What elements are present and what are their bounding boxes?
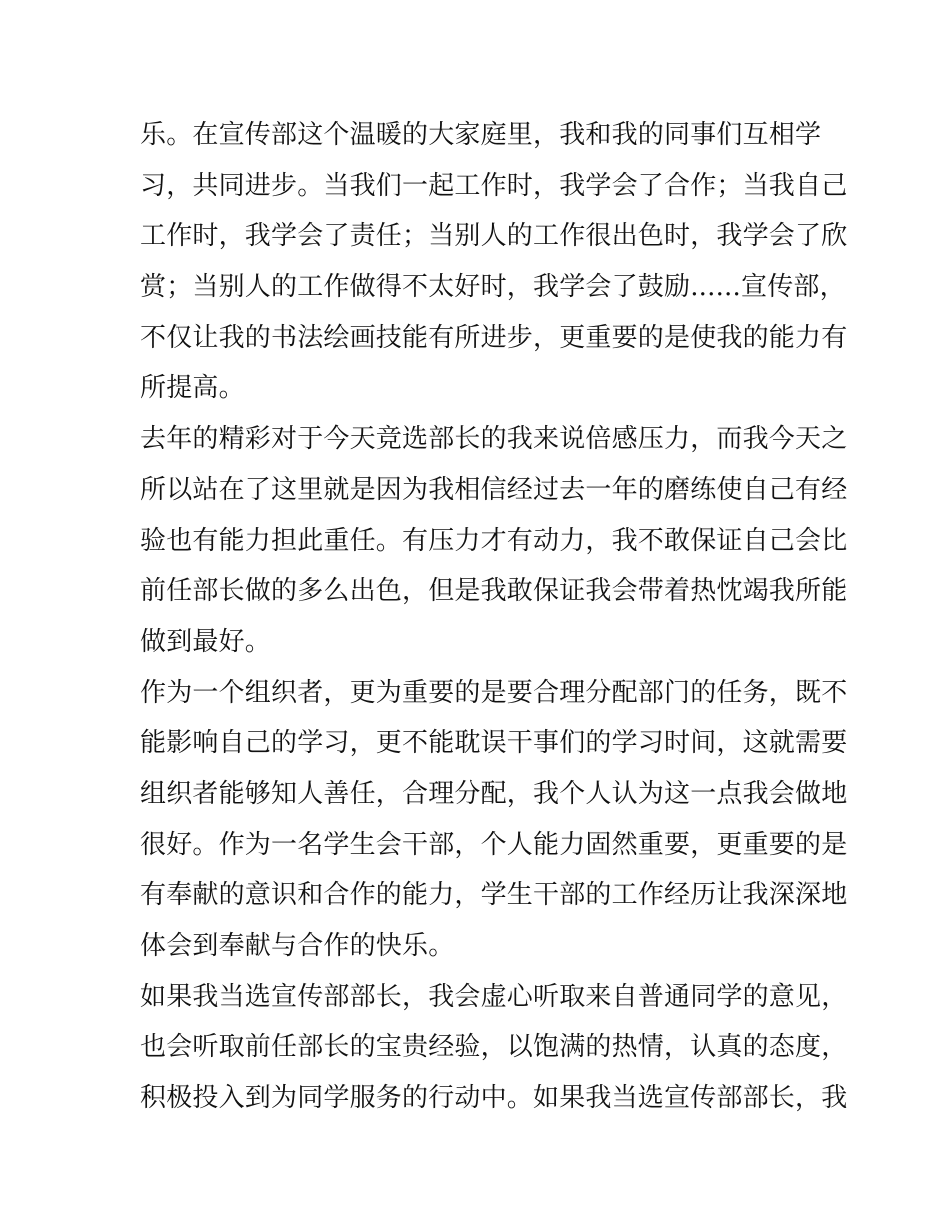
text-line: 积极投入到为同学服务的行动中。如果我当选宣传部部长，我: [140, 1083, 848, 1114]
text-line: 习，共同进步。当我们一起工作时，我学会了合作；当我自己: [140, 170, 848, 201]
text-line: 去年的精彩对于今天竞选部长的我来说倍感压力，而我今天之: [140, 424, 848, 455]
paragraph-1: [140, 110, 848, 414]
text-line: 做到最好。: [140, 626, 272, 657]
document-body: [140, 110, 848, 1124]
text-line: 所以站在了这里就是因为我相信经过去一年的磨练使自己有经: [140, 474, 848, 505]
text-line: 所提高。: [140, 373, 245, 404]
text-line: 能影响自己的学习，更不能耽误干事们的学习时间，这就需要: [140, 728, 848, 759]
paragraph-3: [140, 668, 848, 972]
text-line: 前任部长做的多么出色，但是我敢保证我会带着热忱竭我所能: [140, 576, 848, 607]
text-line: 很好。作为一名学生会干部，个人能力固然重要，更重要的是: [140, 829, 848, 860]
text-line: 乐。在宣传部这个温暖的大家庭里，我和我的同事们互相学: [140, 120, 822, 150]
text-line: 不仅让我的书法绘画技能有所进步，更重要的是使我的能力有: [140, 322, 848, 353]
paragraph-4: [140, 972, 848, 1124]
text-line: 体会到奉献与合作的快乐。: [140, 931, 455, 961]
text-line: 赏；当别人的工作做得不太好时，我学会了鼓励......宣传部，: [140, 272, 846, 303]
text-line: 如果我当选宣传部部长，我会虚心听取来自普通同学的意见，: [140, 981, 848, 1012]
text-line: 验也有能力担此重任。有压力才有动力，我不敢保证自己会比: [140, 525, 848, 556]
text-line: 工作时，我学会了责任；当别人的工作很出色时，我学会了欣: [140, 221, 848, 252]
text-line: 有奉献的意识和合作的能力，学生干部的工作经历让我深深地: [140, 880, 848, 911]
text-line: 组织者能够知人善任，合理分配，我个人认为这一点我会做地: [140, 778, 848, 809]
text-line: 也会听取前任部长的宝贵经验，以饱满的热情，认真的态度，: [140, 1032, 848, 1063]
paragraph-2: [140, 414, 848, 667]
text-line: 作为一个组织者，更为重要的是要合理分配部门的任务，既不: [140, 677, 848, 708]
